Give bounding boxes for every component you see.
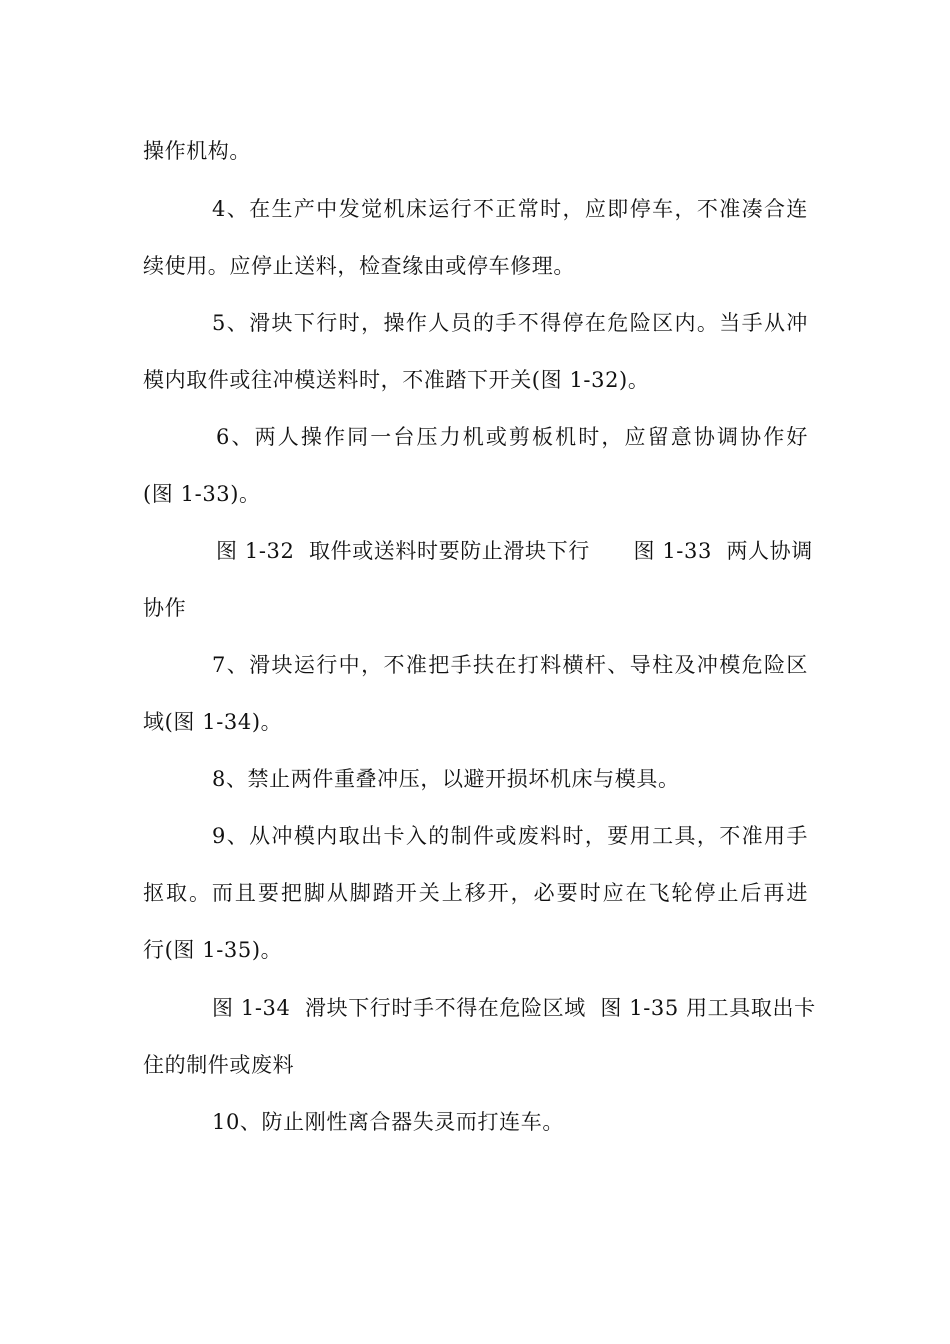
text-line: 5、滑块下行时，操作人员的手不得停在危险区内。当手从冲 (212, 311, 808, 335)
text-line: 行(图 1-35)。 (143, 938, 283, 962)
text-line: 4、在生产中发觉机床运行不正常时，应即停车，不准凑合连 (212, 197, 808, 221)
figure-caption-line: 图 1-32 取件或送料时要防止滑块下行 图 1-33 两人协调 (216, 539, 813, 563)
text-line: 续使用。应停止送料，检查缘由或停车修理。 (143, 254, 575, 278)
text-line: 6、两人操作同一台压力机或剪板机时，应留意协调协作好 (216, 425, 808, 449)
text-line: 8、禁止两件重叠冲压，以避开损坏机床与模具。 (212, 767, 680, 791)
text-line: 抠取。而且要把脚从脚踏开关上移开，必要时应在飞轮停止后再进 (143, 881, 808, 905)
text-line: 住的制件或废料 (143, 1053, 295, 1077)
text-line: 7、滑块运行中，不准把手扶在打料横杆、导柱及冲模危险区 (212, 653, 808, 677)
text-line: 10、防止刚性离合器失灵而打连车。 (212, 1110, 564, 1134)
text-line: (图 1-33)。 (143, 482, 261, 506)
text-line: 模内取件或往冲模送料时，不准踏下开关(图 1-32)。 (143, 368, 650, 392)
text-line: 操作机构。 (143, 139, 251, 163)
text-line: 协作 (143, 596, 187, 620)
text-line: 域(图 1-34)。 (143, 710, 283, 734)
figure-caption-line: 图 1-34 滑块下行时手不得在危险区域 图 1-35 用工具取出卡 (212, 996, 816, 1020)
text-line: 9、从冲模内取出卡入的制件或废料时，要用工具，不准用手 (212, 824, 808, 848)
